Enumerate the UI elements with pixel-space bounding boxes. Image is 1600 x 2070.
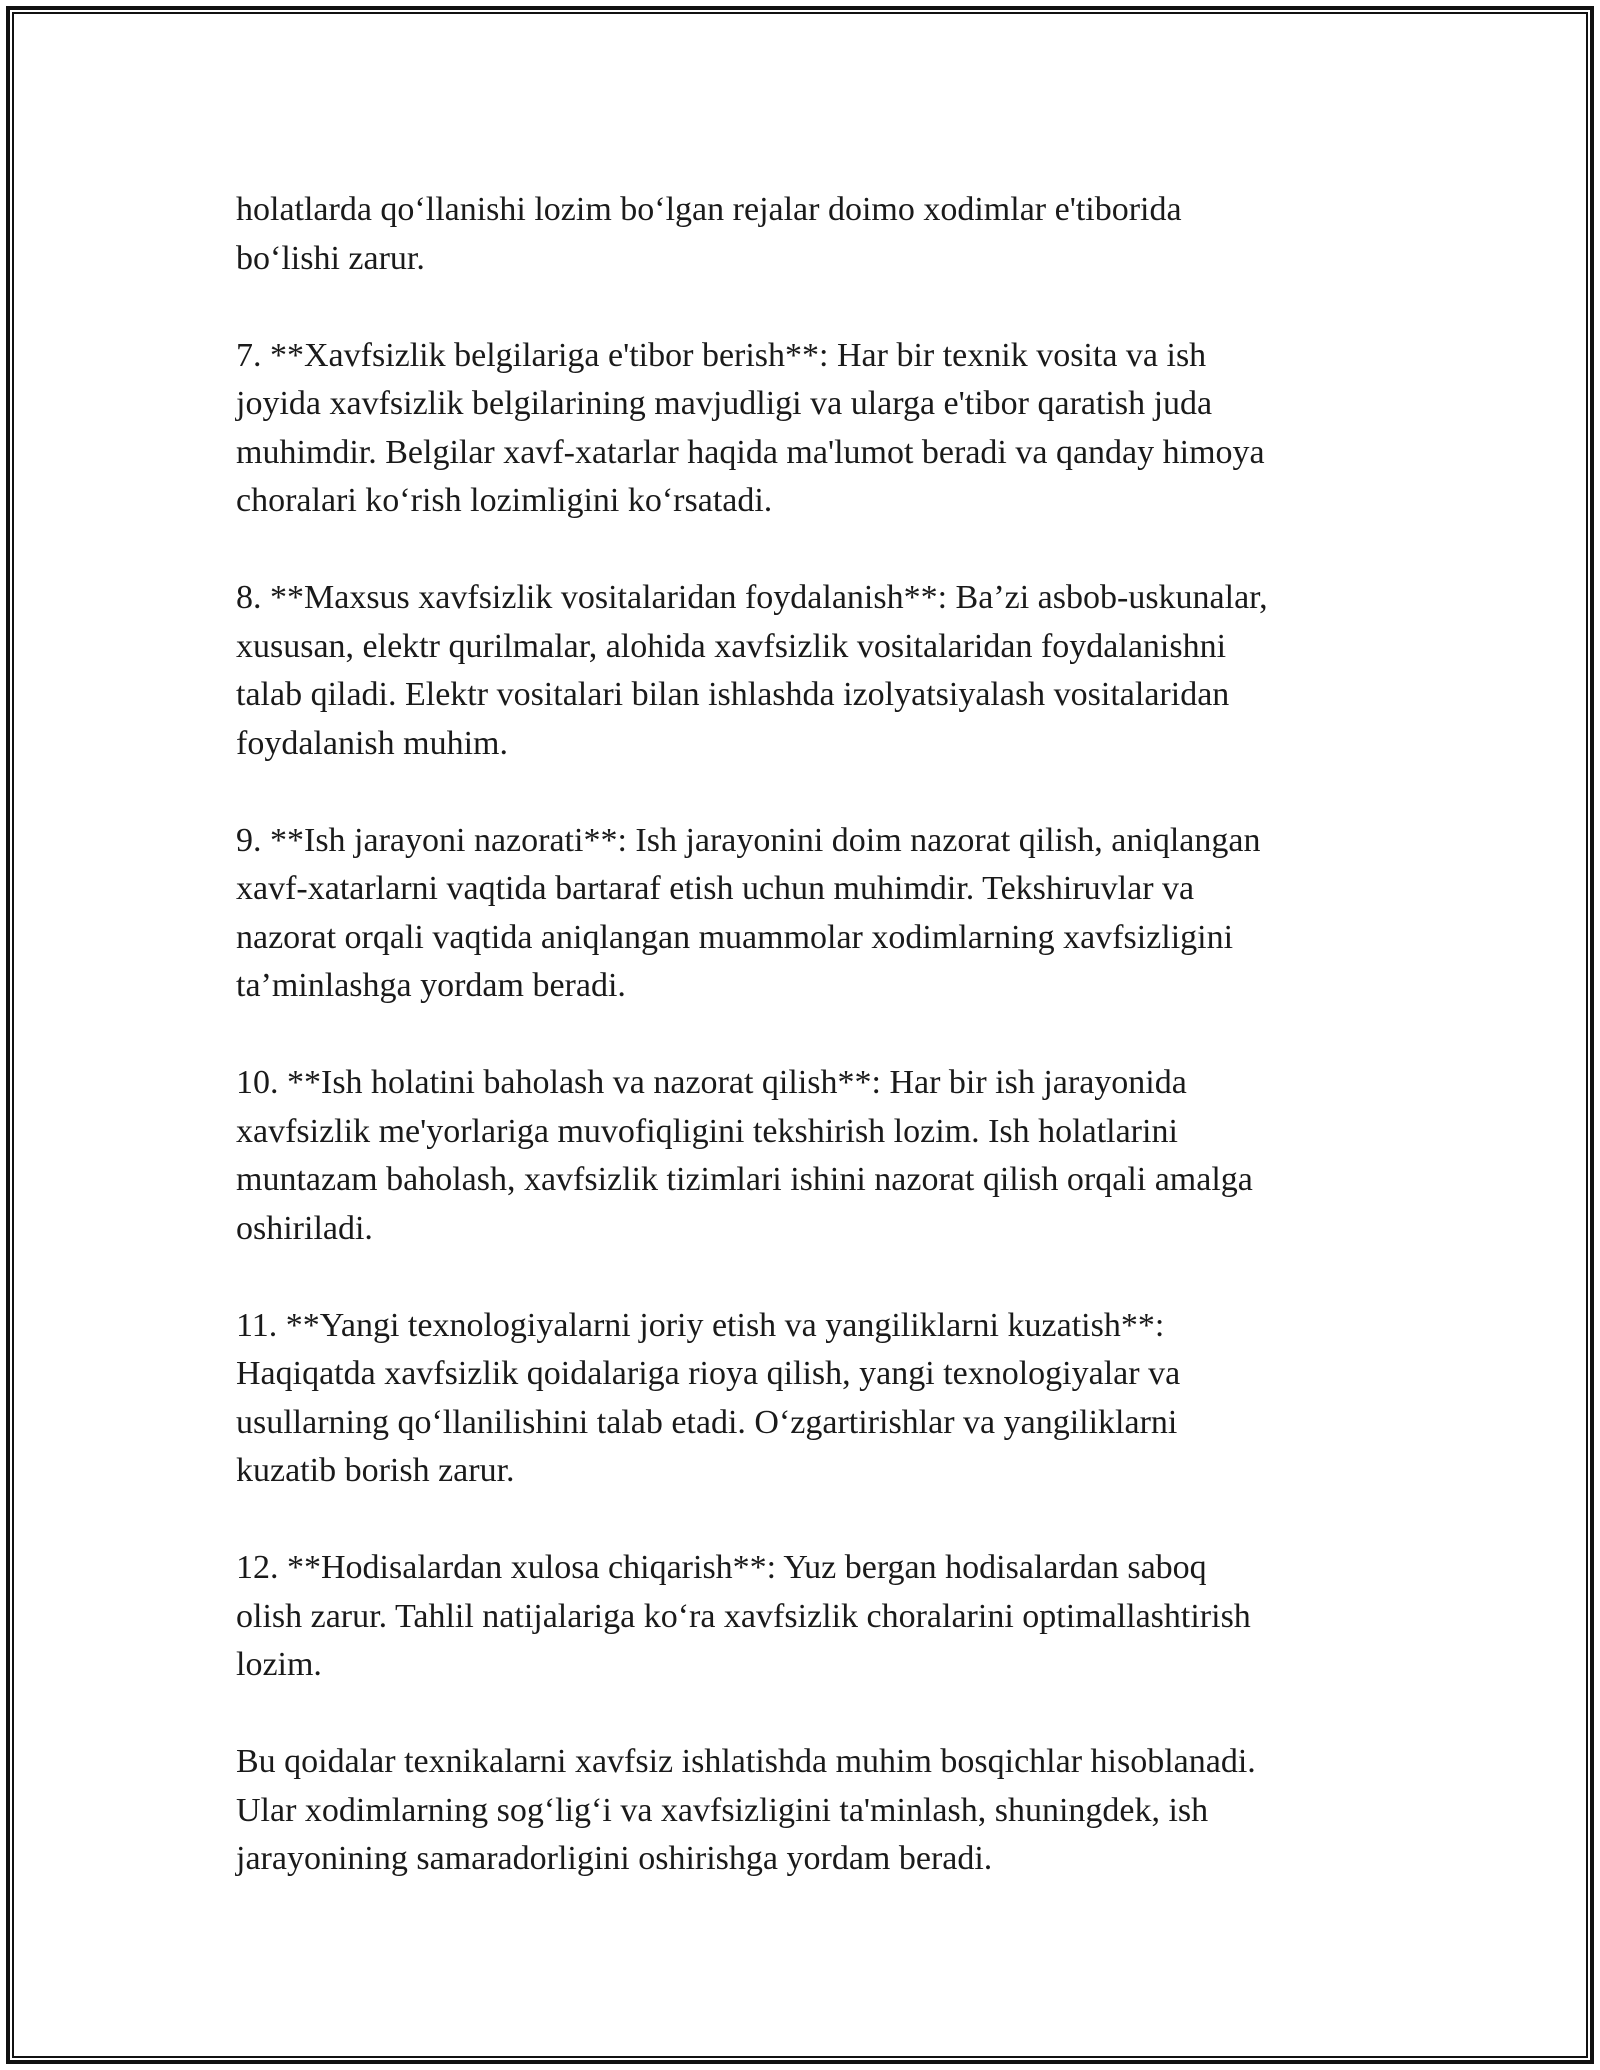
paragraph-conclusion: Bu qoidalar texnikalarni xavfsiz ishlatishda muhim bosqichlar hisoblanadi. Ular xodimlarning sog‘lig‘i va xavfsizligini ta'minlash, shuningdek, ish jarayonining samaradorligini oshirishga yordam beradi. [236, 1743, 1256, 1877]
paragraph-item-7: 7. **Xavfsizlik belgilariga e'tibor berish**: Har bir texnik vosita va ish joyida xavfsizlik belgilarining mavjudligi va ularga e'tibor qaratish juda muhimdir. Belgilar xavf-xatarlar haqida ma'lumot beradi va qanday himoya choralari ko‘rish lozimligini ko‘rsatadi. [236, 336, 1265, 519]
paragraph-continuation: holatlarda qo‘llanishi lozim bo‘lgan rejalar doimo xodimlar e'tiborida bo‘lishi zarur. [236, 191, 1182, 277]
paragraph-item-8: 8. **Maxsus xavfsizlik vositalaridan foydalanish**: Ba’zi asbob-uskunalar, xususan, elektr qurilmalar, alohida xavfsizlik vositalaridan foydalanishni talab qiladi. Elektr vositalari bilan ishlashda izolyatsiyalash vositalaridan foydalanish muhim. [236, 579, 1268, 762]
paragraph-item-11: 11. **Yangi texnologiyalarni joriy etish va yangiliklarni kuzatish**: Haqiqatda xavfsizlik qoidalariga rioya qilish, yangi texnologiyalar va usullarning qo‘llanilishini talab etadi. O‘zgartirishlar va yangiliklarni kuzatib borish zarur. [236, 1306, 1181, 1489]
paragraph-item-10: 10. **Ish holatini baholash va nazorat qilish**: Har bir ish jarayonida xavfsizlik me'yorlariga muvofiqligini tekshirish lozim. Ish holatlarini muntazam baholash, xavfsizlik tizimlari ishini nazorat qilish orqali amalga oshiriladi. [236, 1064, 1253, 1247]
paragraph-item-9: 9. **Ish jarayoni nazorati**: Ish jarayonini doim nazorat qilish, aniqlangan xavf-xatarlarni vaqtida bartaraf etish uchun muhimdir. Tekshiruvlar va nazorat orqali vaqtida aniqlangan muammolar xodimlarning xavfsizligini ta’minlashga yordam beradi. [236, 821, 1261, 1004]
paragraph-item-12: 12. **Hodisalardan xulosa chiqarish**: Yuz bergan hodisalardan saboq olish zarur. Tahlil natijalariga ko‘ra xavfsizlik choralarini optimallashtirish lozim. [236, 1549, 1251, 1683]
document-body [236, 186, 1366, 1884]
